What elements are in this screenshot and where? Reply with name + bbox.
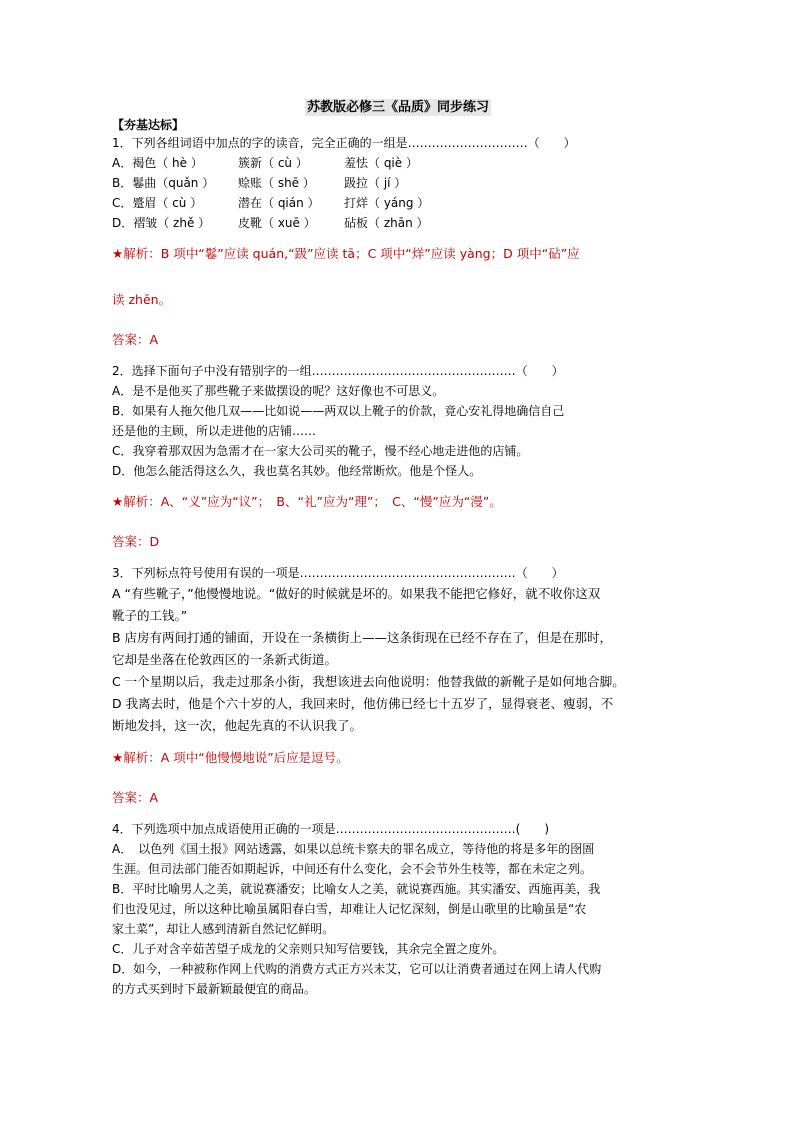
question-2-stem: 2．选择下面句子中没有错别字的一组……………………………………………（ ） <box>112 364 564 378</box>
question-4-option: C．儿子对含辛茹苦望子成龙的父亲则只知写信要钱，其余完全置之度外。 <box>112 942 505 956</box>
question-4-option: 们也没见过，所以这种比喻虽属阳春白雪，却难让人记忆深刻，倒是山歌里的比喻虽是“农 <box>112 902 587 916</box>
question-2-answer: 答案：D <box>112 534 160 549</box>
question-3-stem: 3．下列标点符号使用有误的一项是………………………………………………（ ） <box>112 566 564 580</box>
question-2-option: A．是不是他买了那些靴子来做摆设的呢？这好像也不可思义。 <box>112 384 445 398</box>
question-2-option: D．他怎么能活得这么久，我也莫名其妙。他经常断炊。他是个怪人。 <box>112 464 482 478</box>
question-3-option: 断地发抖，这一次，他起先真的不认识我了。 <box>112 718 363 733</box>
option-row-b: B．鬈曲（quǎn ） 赊账（ shē ） 趿拉（ jí ） <box>112 176 407 190</box>
question-3-option: 它却是坐落在伦敦西区的一条新式街道。 <box>112 652 338 667</box>
question-4-stem: 4．下列选项中加点成语使用正确的一项是………………………………………( ) <box>112 822 549 836</box>
question-3-analysis: ★解析：A 项中“他慢慢地说”后应是逗号。 <box>112 750 349 765</box>
question-1-answer: 答案：A <box>112 332 159 347</box>
question-1-options <box>112 153 684 233</box>
question-3-option: A “有些靴子，”他慢慢地说。“做好的时候就是坏的。如果我不能把它修好，就不收你这双 <box>112 586 601 601</box>
question-3-option: C 一个星期以后，我走过那条小街，我想该进去向他说明：他替我做的新靴子是如何地合脚。 <box>112 674 625 689</box>
option-row-a: A．褐色（ hè ） 簇新（ cù ） 羞怯（ qiè ） <box>112 156 418 170</box>
question-4-option: B．平时比喻男人之美，就说赛潘安；比喻女人之美，就说赛西施。其实潘安、西施再美，我 <box>112 882 601 896</box>
question-2-option: C．我穿着那双因为急需才在一家大公司买的靴子，慢不经心地走进他的店铺。 <box>112 444 529 458</box>
question-1-analysis-cont: 读 zhēn。 <box>112 292 172 307</box>
question-3-answer: 答案：A <box>112 790 159 805</box>
document-page <box>112 96 684 999</box>
question-2-option: B．如果有人拖欠他几双——比如说——两双以上靴子的价款，竟心安礼得地确信自己 <box>112 404 565 418</box>
question-4-option: D．如今，一种被称作网上代购的消费方式正方兴未艾，它可以让消费者通过在网上请人代购 <box>112 962 602 976</box>
question-3-option: B 店房有两间打通的铺面，开设在一条横街上——这条街现在已经不存在了，但是在那时， <box>112 630 613 645</box>
question-2-option: 还是他的主顾，所以走进他的店铺…… <box>112 424 317 438</box>
question-4-option: 家土菜”，却让人感到清新自然记忆鲜明。 <box>112 922 335 936</box>
question-1-stem: 1．下列各组词语中加点的字的读音，完全正确的一组是…………………………（ ） <box>112 136 576 150</box>
question-4-option: 生涯。但司法部门能否如期起诉，中间还有什么变化，会不会节外生枝等，都在未定之列。 <box>112 862 593 876</box>
question-2-analysis: ★解析：A、“义”应为“议”； B、“礼”应为“理”； C、“慢”应为“漫”。 <box>112 494 502 509</box>
option-row-d: D．褶皱（ zhě ） 皮靴（ xuē ） 砧板（ zhān ） <box>112 216 429 230</box>
question-1-analysis: ★解析：B 项中“鬈”应读 quán,“趿”应读 tā；C 项中“烊”应读 yàng；D 项中“砧”应 <box>112 246 580 261</box>
question-4-option: A． 以色列《国土报》网站透露，如果以总统卡察夫的罪名成立，等待他的将是多年的囹圄 <box>112 842 595 856</box>
question-3-option: D 我离去时，他是个六十岁的人，我回来时，他仿佛已经七十五岁了，显得衰老、瘦弱，不 <box>112 696 614 711</box>
section-heading: 【夯基达标】 <box>112 118 185 132</box>
option-row-c: C．蹙眉（ cù ） 潜在（ qián ） 打烊（ yáng ） <box>112 196 430 210</box>
question-3 <box>112 563 684 809</box>
question-4-option: 的方式买到时下最新颖最便宜的商品。 <box>112 982 317 996</box>
question-2 <box>112 361 684 553</box>
document-title: 苏教版必修三《品质》同步练习 <box>306 100 489 115</box>
question-3-option: 靴子的工钱。” <box>112 608 188 623</box>
question-1 <box>112 133 684 351</box>
question-4 <box>112 819 684 999</box>
